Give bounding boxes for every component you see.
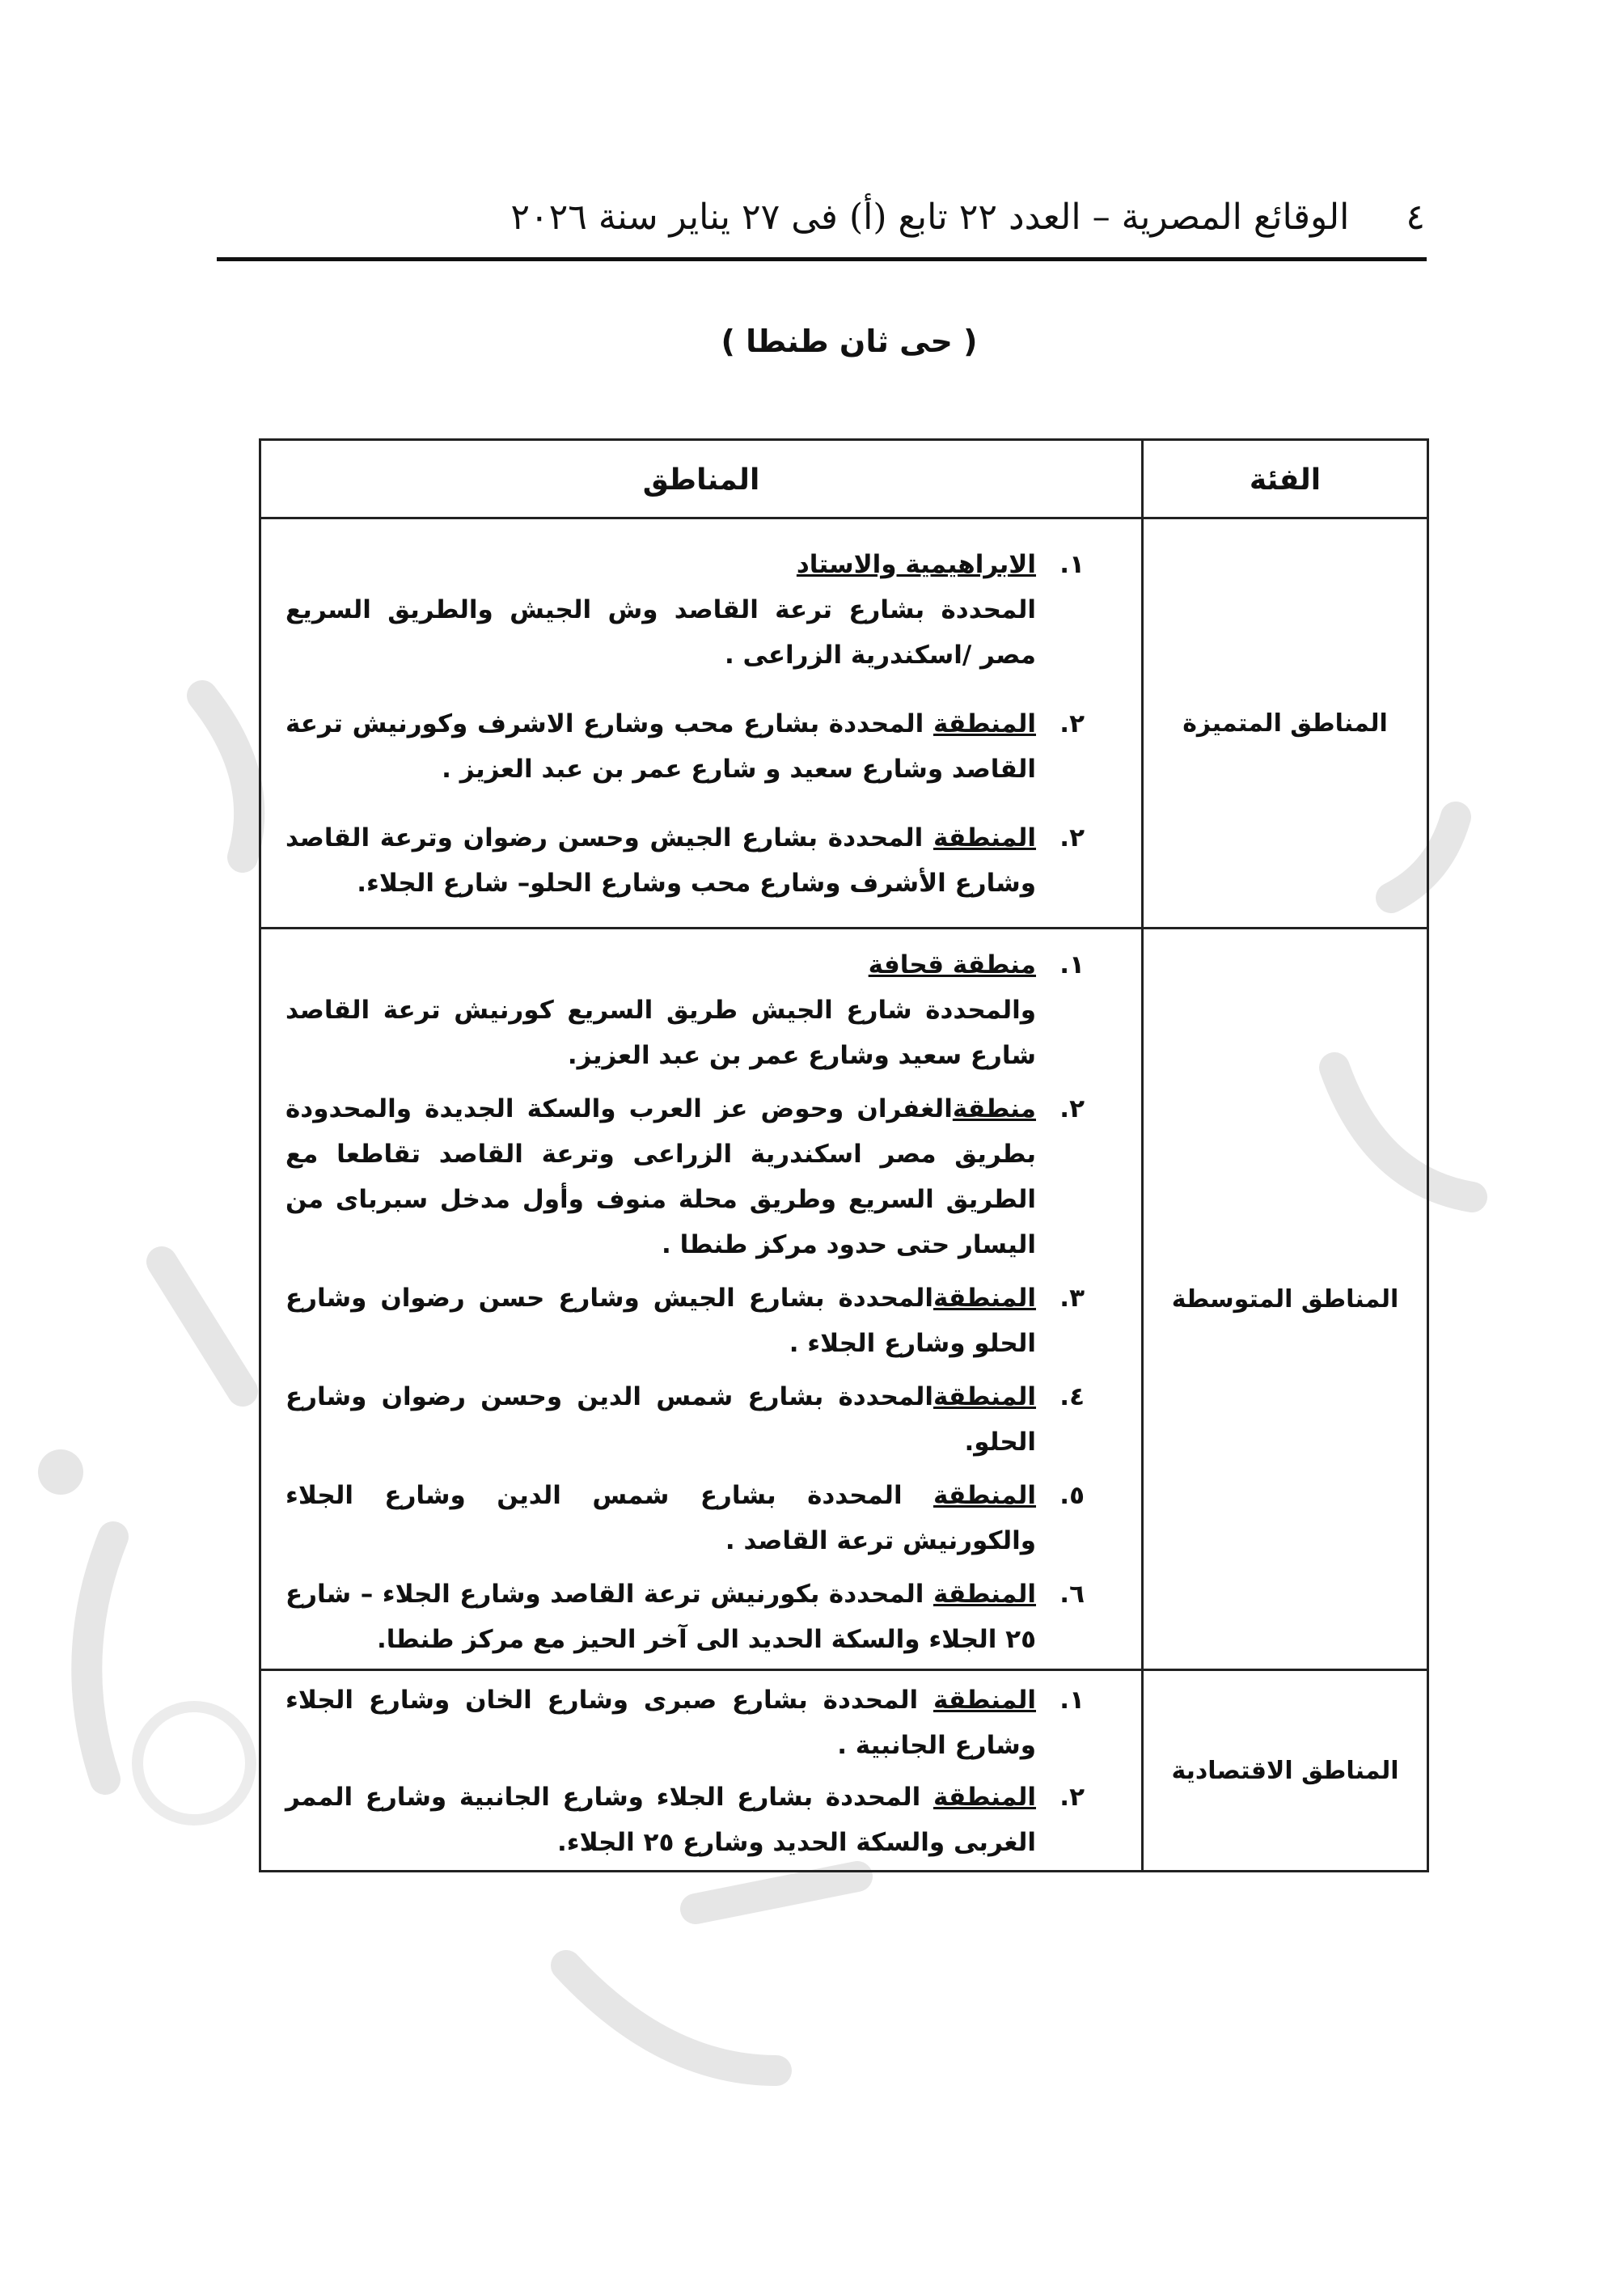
item-body: [285, 542, 1036, 678]
item-lead-underlined: منطقة قحافة: [868, 950, 1036, 979]
item-lead-underlined: المنطقة: [933, 1382, 1036, 1411]
district-subtitle: ( حى ثان طنطا ): [721, 324, 978, 359]
item-lead-underlined: المنطقة: [933, 1783, 1036, 1812]
item-text: المحددة بشارع صبرى وشارع الخان وشارع الجلاء وشارع الجانبية .: [285, 1686, 1036, 1760]
column-header-category: الفئة: [1249, 463, 1322, 497]
item-text: المحددة بشارع شمس الدين وشارع الجلاء والكورنيش ترعة القاصد .: [285, 1481, 1036, 1555]
item-number: ١.: [1059, 950, 1085, 979]
item-body: [285, 1677, 1036, 1768]
item-number: ٢.: [1059, 709, 1085, 738]
item-body: [285, 1775, 1036, 1865]
zone-item: [285, 1276, 1085, 1366]
category-premium: المناطق المتميزة: [1182, 709, 1388, 738]
zone-item: [285, 1086, 1085, 1267]
item-lead-underlined: المنطقة: [933, 1284, 1036, 1313]
gazette-title: الوقائع المصرية – العدد ٢٢ تابع (أ) فى ٢٧ يناير سنة ٢٠٢٦: [510, 196, 1350, 238]
item-lead-underlined: الابراهيمية والاستاد: [796, 549, 1036, 579]
item-body: [285, 1374, 1036, 1465]
zones-cell-medium: [261, 938, 1141, 1666]
header-rule: [217, 257, 1427, 261]
item-body: [285, 942, 1036, 1078]
item-body: [285, 815, 1036, 906]
zone-item: [285, 701, 1085, 792]
zone-item: [285, 1775, 1085, 1865]
item-number: ٢.: [1059, 1783, 1085, 1812]
zone-item: [285, 1572, 1085, 1662]
category-economic: المناطق الاقتصادية: [1171, 1756, 1399, 1785]
item-lead-underlined: المنطقة: [933, 1686, 1036, 1715]
item-number: ٤.: [1059, 1382, 1085, 1411]
zone-item: [285, 1677, 1085, 1768]
item-text: والمحددة شارع الجيش طريق السريع كورنيش ترعة القاصد شارع سعيد وشارع عمر بن عبد العزيز.: [285, 996, 1036, 1070]
item-body: [285, 701, 1036, 792]
zone-item: [285, 1374, 1085, 1465]
zone-item: [285, 1473, 1085, 1563]
zones-table: [259, 438, 1429, 1872]
zones-cell-economic: [261, 1674, 1141, 1868]
zone-item: [285, 815, 1085, 906]
item-lead-underlined: منطقة: [952, 1094, 1036, 1123]
item-text: المحددة بكورنيش ترعة القاصد وشارع الجلاء – شارع ٢٥ الجلاء والسكة الحديد الى آخر الحيز مع مركز طنطا.: [285, 1580, 1036, 1654]
item-text: الغفران وحوض عز العرب والسكة الجديدة والمحدودة بطريق مصر اسكندرية الزراعى وترعة القاصد تقاطعا مع الطريق السريع وطريق محلة منوف وأول مدخل سبرباى من اليسار حتى حدود مركز طنطا .: [285, 1094, 1036, 1259]
item-text: المحددة بشارع ترعة القاصد وش الجيش والطريق السريع مصر /اسكندرية الزراعى .: [285, 594, 1036, 670]
item-text: المحددة بشارع محب وشارع الاشرف وكورنيش ترعة القاصد وشارع سعيد و شارع عمر بن عبد العزيز .: [285, 709, 1036, 784]
item-lead-underlined: المنطقة: [933, 1580, 1036, 1609]
item-text: المحددة بشارع الجيش وحسن رضوان وترعة القاصد وشارع الأشرف وشارع محب وشارع الحلو– شارع الجلاء.: [285, 823, 1036, 899]
item-body: [285, 1086, 1036, 1267]
item-text: المحددة بشارع الجيش وشارع حسن رضوان وشارع الحلو وشارع الجلاء .: [285, 1284, 1036, 1358]
zone-item: [285, 942, 1085, 1078]
item-body: [285, 1473, 1036, 1563]
item-number: ١.: [1059, 549, 1085, 579]
item-number: ٢.: [1059, 1094, 1085, 1123]
item-lead-underlined: المنطقة: [933, 823, 1036, 853]
item-lead-underlined: المنطقة: [933, 709, 1036, 738]
page-number: ٤: [1406, 196, 1425, 238]
item-number: ٦.: [1059, 1580, 1085, 1609]
category-medium: المناطق المتوسطة: [1171, 1284, 1399, 1314]
page-header: [218, 184, 1425, 249]
item-number: ١.: [1059, 1686, 1085, 1715]
item-lead-underlined: المنطقة: [933, 1481, 1036, 1510]
column-header-zones: المناطق: [642, 463, 760, 497]
item-body: [285, 1572, 1036, 1662]
item-number: ٥.: [1059, 1481, 1085, 1510]
item-text: المحددة بشارع شمس الدين وحسن رضوان وشارع الحلو.: [285, 1382, 1036, 1457]
item-number: ٣.: [1059, 1284, 1085, 1313]
item-body: [285, 1276, 1036, 1366]
zone-item: [285, 542, 1085, 678]
item-number: ٢.: [1059, 823, 1085, 853]
item-text: المحددة بشارع الجلاء وشارع الجانبية وشارع الممر الغربى والسكة الحديد وشارع ٢٥ الجلاء.: [285, 1783, 1036, 1857]
zones-cell-premium: [261, 530, 1141, 918]
